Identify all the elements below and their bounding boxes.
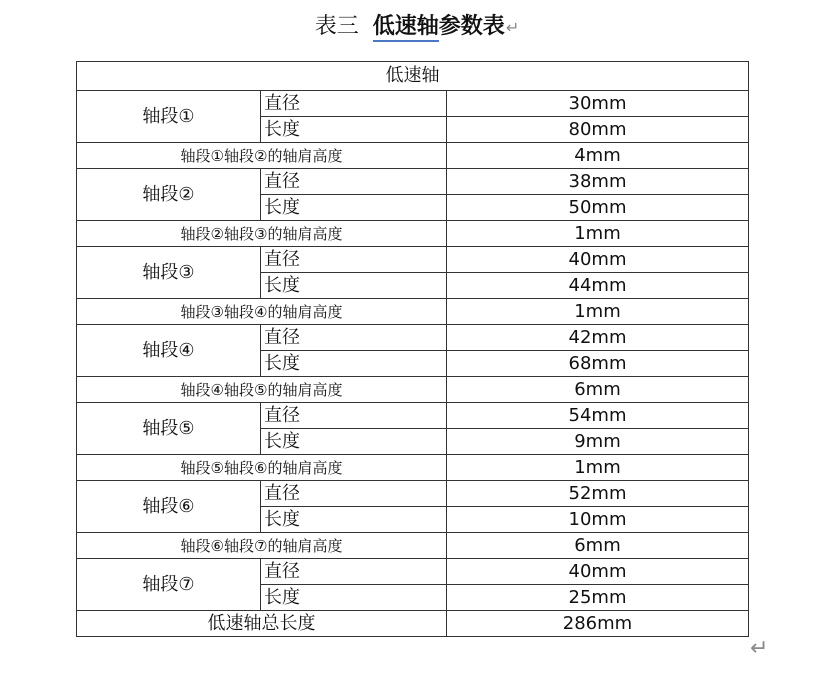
segment-name: 轴段④ bbox=[77, 325, 261, 377]
shoulder-value: 1mm bbox=[447, 455, 749, 481]
length-value: 44mm bbox=[447, 273, 749, 299]
segment-diameter-row bbox=[77, 169, 749, 195]
total-label: 低速轴总长度 bbox=[77, 611, 447, 637]
table-end-return-icon: ↵ bbox=[750, 636, 769, 661]
shoulder-row bbox=[77, 221, 749, 247]
total-row bbox=[77, 611, 749, 637]
shoulder-label: 轴段⑥轴段⑦的轴肩高度 bbox=[77, 533, 447, 559]
title-suffix: 参数表 bbox=[438, 13, 505, 39]
length-label: 长度 bbox=[261, 117, 447, 143]
shoulder-value: 1mm bbox=[447, 221, 749, 247]
document-title bbox=[0, 8, 834, 44]
segment-name: 轴段③ bbox=[77, 247, 261, 299]
diameter-value: 54mm bbox=[447, 403, 749, 429]
segment-diameter-row bbox=[77, 91, 749, 117]
length-value: 10mm bbox=[447, 507, 749, 533]
paragraph-return-icon: ↵ bbox=[505, 18, 520, 37]
length-label: 长度 bbox=[261, 585, 447, 611]
length-value: 9mm bbox=[447, 429, 749, 455]
diameter-label: 直径 bbox=[261, 247, 447, 273]
length-label: 长度 bbox=[261, 273, 447, 299]
shoulder-value: 6mm bbox=[447, 533, 749, 559]
segment-name: 轴段⑦ bbox=[77, 559, 261, 611]
diameter-value: 30mm bbox=[447, 91, 749, 117]
segment-name: 轴段⑥ bbox=[77, 481, 261, 533]
table-header-row bbox=[77, 62, 749, 91]
shoulder-row bbox=[77, 299, 749, 325]
title-prefix: 表三 bbox=[314, 14, 359, 39]
table-header: 低速轴 bbox=[77, 62, 749, 91]
diameter-value: 38mm bbox=[447, 169, 749, 195]
shoulder-value: 6mm bbox=[447, 377, 749, 403]
length-value: 50mm bbox=[447, 195, 749, 221]
diameter-value: 42mm bbox=[447, 325, 749, 351]
length-value: 68mm bbox=[447, 351, 749, 377]
shoulder-row bbox=[77, 533, 749, 559]
diameter-label: 直径 bbox=[261, 91, 447, 117]
segment-diameter-row bbox=[77, 481, 749, 507]
diameter-value: 40mm bbox=[447, 559, 749, 585]
diameter-label: 直径 bbox=[261, 325, 447, 351]
diameter-value: 52mm bbox=[447, 481, 749, 507]
segment-diameter-row bbox=[77, 403, 749, 429]
length-label: 长度 bbox=[261, 429, 447, 455]
shoulder-label: 轴段①轴段②的轴肩高度 bbox=[77, 143, 447, 169]
diameter-label: 直径 bbox=[261, 481, 447, 507]
diameter-label: 直径 bbox=[261, 169, 447, 195]
title-main: 低速轴 bbox=[373, 13, 439, 42]
segment-name: 轴段② bbox=[77, 169, 261, 221]
length-label: 长度 bbox=[261, 195, 447, 221]
total-value: 286mm bbox=[447, 611, 749, 637]
diameter-value: 40mm bbox=[447, 247, 749, 273]
length-value: 25mm bbox=[447, 585, 749, 611]
shoulder-row bbox=[77, 455, 749, 481]
shoulder-value: 1mm bbox=[447, 299, 749, 325]
segment-diameter-row bbox=[77, 559, 749, 585]
shoulder-row bbox=[77, 377, 749, 403]
shoulder-value: 4mm bbox=[447, 143, 749, 169]
segment-name: 轴段① bbox=[77, 91, 261, 143]
shoulder-label: 轴段③轴段④的轴肩高度 bbox=[77, 299, 447, 325]
diameter-label: 直径 bbox=[261, 559, 447, 585]
length-label: 长度 bbox=[261, 351, 447, 377]
shoulder-row bbox=[77, 143, 749, 169]
diameter-label: 直径 bbox=[261, 403, 447, 429]
segment-name: 轴段⑤ bbox=[77, 403, 261, 455]
shoulder-label: 轴段②轴段③的轴肩高度 bbox=[77, 221, 447, 247]
low-speed-shaft-table bbox=[76, 61, 749, 637]
shoulder-label: 轴段④轴段⑤的轴肩高度 bbox=[77, 377, 447, 403]
length-value: 80mm bbox=[447, 117, 749, 143]
length-label: 长度 bbox=[261, 507, 447, 533]
shoulder-label: 轴段⑤轴段⑥的轴肩高度 bbox=[77, 455, 447, 481]
segment-diameter-row bbox=[77, 247, 749, 273]
segment-diameter-row bbox=[77, 325, 749, 351]
